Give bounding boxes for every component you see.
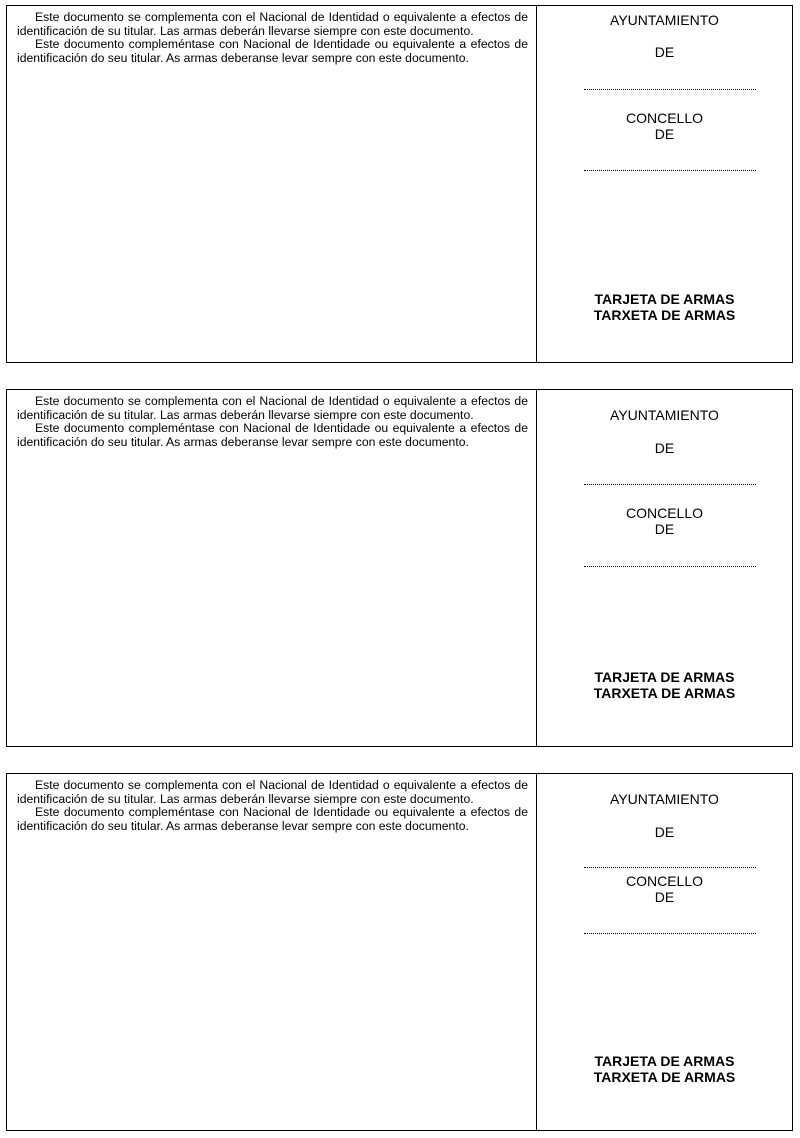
paragraph-galician: Este documento compleméntase con Nacional de Identidade ou equivalente a efectos de identificación do seu titular. As armas deberanse levar sempre con este documento. xyxy=(17,37,528,65)
ayuntamiento-label: AYUNTAMIENTO xyxy=(610,407,719,423)
card-title-galician: TARXETA DE ARMAS xyxy=(593,1069,736,1085)
paragraph-spanish: Este documento se complementa con el Nacional de Identidad o equivalente a efectos de identificación de su titular. Las armas deberán llevarse siempre con este documento. xyxy=(17,778,528,806)
concello-label: CONCELLO xyxy=(625,110,704,126)
paragraph-spanish: Este documento se complementa con el Nacional de Identidad o equivalente a efectos de identificación de su titular. Las armas deberán llevarse siempre con este documento. xyxy=(17,10,528,38)
card-header-panel xyxy=(537,774,792,1130)
card-header-panel xyxy=(537,390,792,746)
card-title-spanish: TARJETA DE ARMAS xyxy=(594,291,735,307)
card-title-galician: TARXETA DE ARMAS xyxy=(593,685,736,701)
de-label: DE xyxy=(654,824,675,840)
ayuntamiento-fill-line xyxy=(584,484,756,485)
concello-fill-line xyxy=(584,933,756,934)
card-title-spanish: TARJETA DE ARMAS xyxy=(594,1053,735,1069)
card-title-galician: TARXETA DE ARMAS xyxy=(593,307,736,323)
card-text-panel xyxy=(7,390,537,746)
paragraph-galician: Este documento compleméntase con Nacional de Identidade ou equivalente a efectos de identificación do seu titular. As armas deberanse levar sempre con este documento. xyxy=(17,805,528,833)
concello-fill-line xyxy=(584,170,756,171)
ayuntamiento-label: AYUNTAMIENTO xyxy=(610,791,719,807)
card-text-panel xyxy=(7,774,537,1130)
concello-label: CONCELLO xyxy=(625,873,704,889)
concello-label: CONCELLO xyxy=(625,505,704,521)
de-label: DE xyxy=(654,440,675,456)
ayuntamiento-fill-line xyxy=(584,89,756,90)
weapons-card-1 xyxy=(6,5,793,363)
de-label: DE xyxy=(654,889,675,905)
paragraph-galician: Este documento compleméntase con Nacional de Identidade ou equivalente a efectos de identificación do seu titular. As armas deberanse levar sempre con este documento. xyxy=(17,421,528,449)
de-label: DE xyxy=(654,126,675,142)
concello-fill-line xyxy=(584,566,756,567)
card-header-panel xyxy=(537,6,792,362)
card-title-spanish: TARJETA DE ARMAS xyxy=(594,669,735,685)
ayuntamiento-fill-line xyxy=(584,867,756,868)
weapons-card-3 xyxy=(6,773,793,1131)
paragraph-spanish: Este documento se complementa con el Nacional de Identidad o equivalente a efectos de identificación de su titular. Las armas deberán llevarse siempre con este documento. xyxy=(17,394,528,422)
ayuntamiento-label: AYUNTAMIENTO xyxy=(610,12,719,28)
de-label: DE xyxy=(654,521,675,537)
weapons-card-2 xyxy=(6,389,793,747)
de-label: DE xyxy=(654,44,675,60)
card-text-panel xyxy=(7,6,537,362)
